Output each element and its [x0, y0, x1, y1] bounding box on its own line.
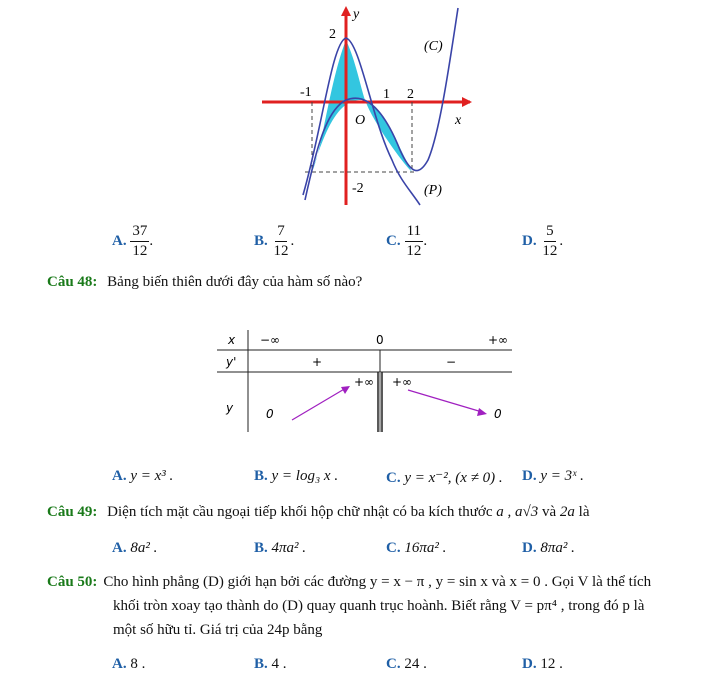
question-line-3: một số hữu tỉ. Giá trị của 24p bằng	[113, 622, 323, 638]
fraction-denominator: 12	[132, 243, 148, 259]
answer-letter: A.	[112, 232, 127, 249]
question-text: Diện tích mặt cầu ngoại tiếp khối hộp chữ nhật có ba kích thước a , a√3 và 2a là	[107, 504, 590, 520]
tick-y-2: 2	[329, 27, 336, 42]
q48-answer-a[interactable]: A. y = x³ .	[112, 468, 174, 484]
fraction-denominator: 12	[273, 243, 289, 259]
table-y-mid-left: +∞	[354, 375, 375, 389]
q50-stem	[47, 570, 687, 642]
table-y-mid-right: +∞	[392, 375, 413, 389]
curve-c	[305, 8, 458, 200]
question-label: Câu 50:	[47, 574, 98, 590]
q48-answer-d[interactable]: D. y = 3ˣ .	[522, 468, 584, 484]
increase-arrow	[292, 388, 346, 420]
table-pos-inf: +∞	[488, 333, 509, 347]
question-text: Bảng biến thiên dưới đây của hàm số nào?	[107, 274, 363, 290]
table-y-head: y	[226, 401, 234, 415]
tick-x-2: 2	[407, 87, 414, 102]
x-axis-label: x	[455, 113, 462, 128]
question-line-2: khối tròn xoay tạo thành do (D) quay quanh trục hoành. Biết rằng V = pπ⁴ , trong đó p là	[113, 598, 645, 614]
y-axis-arrow-icon	[341, 6, 351, 16]
fraction-denominator: 12	[542, 243, 558, 259]
curve-c-label: (C)	[424, 39, 443, 54]
q48-answer-b[interactable]: B. y = log₃ x .	[254, 468, 339, 484]
fraction-numerator: 11	[405, 224, 423, 242]
answer-letter: C.	[386, 232, 401, 249]
q50-answer-b[interactable]: B. 4 .	[254, 656, 287, 672]
answer-letter: D.	[522, 232, 537, 249]
q49-answer-a[interactable]: A. 8a² .	[112, 540, 158, 556]
fraction-numerator: 7	[275, 224, 287, 242]
x-axis-arrow-icon	[462, 97, 472, 107]
q47-answer-c[interactable]: C. $\frac{11}{12}$ .	[386, 223, 428, 259]
q50-answer-d[interactable]: D. 12 .	[522, 656, 563, 672]
table-plus: +	[312, 355, 323, 369]
table-neg-inf: −∞	[260, 333, 281, 347]
q50-answer-a[interactable]: A. 8 .	[112, 656, 146, 672]
table-y-right: 0	[494, 407, 502, 421]
q49-stem	[47, 504, 590, 521]
table-y-left: 0	[266, 407, 274, 421]
table-yprime-head: y'	[226, 355, 237, 369]
tick-x-1: 1	[383, 87, 390, 102]
decrease-arrow-head-icon	[477, 408, 487, 416]
curve-p-label: (P)	[424, 183, 442, 198]
q48-stem	[47, 274, 362, 291]
q49-answer-b[interactable]: B. 4πa² .	[254, 540, 307, 556]
q50-answer-c[interactable]: C. 24 .	[386, 656, 427, 672]
tick-y-neg2: -2	[352, 181, 364, 196]
q49-answer-d[interactable]: D. 8πa² .	[522, 540, 575, 556]
fraction-denominator: 12	[406, 243, 422, 259]
fraction-numerator: 37	[130, 224, 149, 242]
q47-answer-a[interactable]: A. $\frac{37}{12}$ .	[112, 223, 154, 259]
origin-label: O	[355, 113, 366, 128]
variation-table	[215, 328, 515, 436]
fraction-numerator: 5	[544, 224, 556, 242]
y-axis-label: y	[353, 7, 360, 22]
question-label: Câu 48:	[47, 274, 98, 290]
q47-answer-b[interactable]: B. $\frac{7}{12}$ .	[254, 223, 295, 259]
area-graph	[250, 0, 480, 215]
question-line-1: Cho hình phẳng (D) giới hạn bởi các đường y = x − π , y = sin x và x = 0 . Gọi V là thể tích	[103, 574, 652, 590]
q49-answer-c[interactable]: C. 16πa² .	[386, 540, 447, 556]
q48-answer-c[interactable]: C. y = x⁻², (x ≠ 0) .	[386, 470, 503, 486]
tick-x-neg1: -1	[300, 85, 312, 100]
question-label: Câu 49:	[47, 504, 98, 520]
answer-letter: B.	[254, 232, 268, 249]
table-x-head: x	[228, 333, 236, 347]
decrease-arrow	[408, 390, 482, 412]
table-zero: 0	[376, 333, 384, 347]
q47-answer-d[interactable]: D. $\frac{5}{12}$ .	[522, 223, 564, 259]
table-minus: −	[446, 355, 457, 369]
